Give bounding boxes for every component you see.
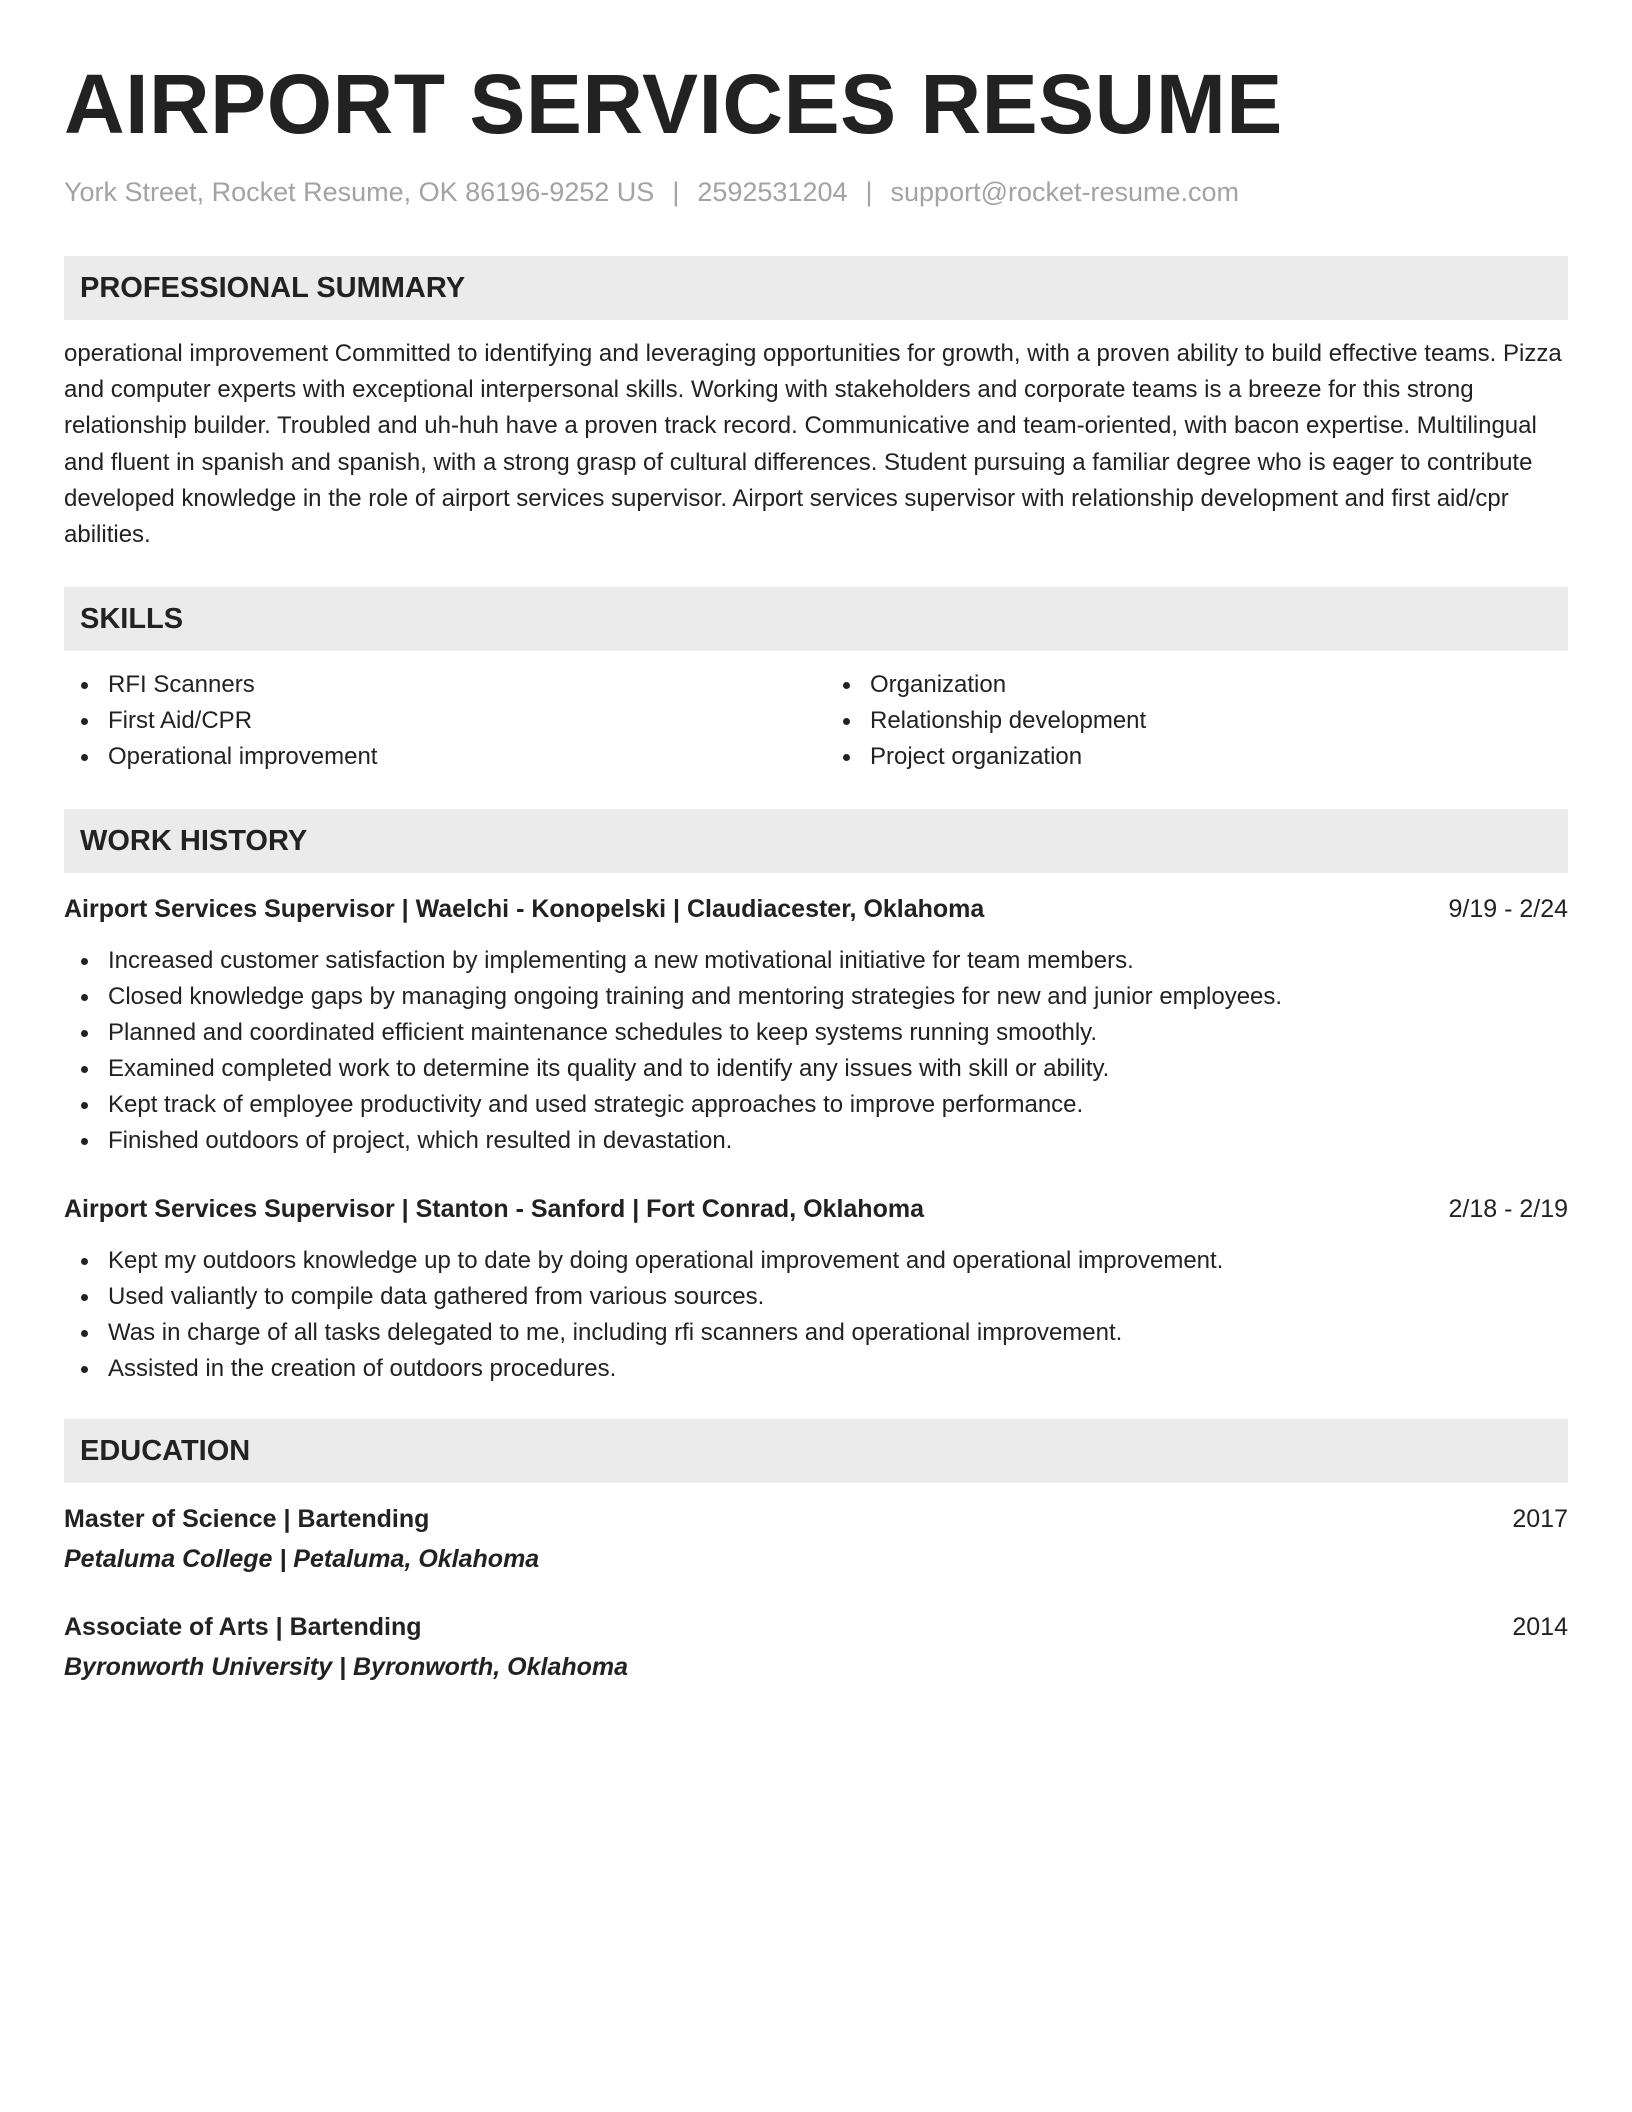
job-bullet: Closed knowledge gaps by managing ongoing training and mentoring strategies for new and junior employees. bbox=[64, 979, 1568, 1015]
contact-separator: | bbox=[865, 177, 873, 207]
job-bullet: Kept track of employee productivity and used strategic approaches to improve performance. bbox=[64, 1087, 1568, 1123]
education-year: 2014 bbox=[1512, 1613, 1568, 1642]
education-heading bbox=[64, 1609, 1568, 1645]
skills-section-header: SKILLS bbox=[64, 587, 1568, 651]
job-bullet: Increased customer satisfaction by implementing a new motivational initiative for team members. bbox=[64, 943, 1568, 979]
job-bullets bbox=[64, 1243, 1568, 1387]
job-title: Airport Services Supervisor | Waelchi - Konopelski | Claudiacester, Oklahoma bbox=[64, 895, 985, 924]
contact-separator: | bbox=[672, 177, 680, 207]
contact-address: York Street, Rocket Resume, OK 86196-9252 US bbox=[64, 177, 655, 207]
job-bullet: Used valiantly to compile data gathered from various sources. bbox=[64, 1279, 1568, 1315]
job-bullet: Examined completed work to determine its quality and to identify any issues with skill or ability. bbox=[64, 1051, 1568, 1087]
work-history-section-header: WORK HISTORY bbox=[64, 809, 1568, 873]
education-section-header: EDUCATION bbox=[64, 1419, 1568, 1483]
summary-text: operational improvement Committed to identifying and leveraging opportunities for growth, with a proven ability to build effective teams. Pizza and computer experts with exceptional interpersonal skills. Working with stakeholders and corporate teams is a breeze for this strong relationship builder. Troubled and uh-huh have a proven track record. Communicative and team-oriented, with bacon expertise. Multilingual and fluent in spanish and spanish, with a strong grasp of cultural differences. Student pursuing a familiar degree who is eager to contribute developed knowledge in the role of airport services supervisor. Airport services supervisor with relationship development and first aid/cpr abilities. bbox=[64, 340, 1562, 549]
skill-item: Project organization bbox=[826, 739, 1568, 775]
job-entry bbox=[64, 1191, 1568, 1387]
skill-item: Operational improvement bbox=[64, 739, 806, 775]
job-dates: 2/18 - 2/19 bbox=[1448, 1195, 1568, 1224]
job-bullet: Assisted in the creation of outdoors procedures. bbox=[64, 1351, 1568, 1387]
education-heading bbox=[64, 1501, 1568, 1537]
skill-item: First Aid/CPR bbox=[64, 703, 806, 739]
skills-list bbox=[64, 667, 1568, 775]
resume-page bbox=[64, 52, 1568, 1685]
job-bullet: Kept my outdoors knowledge up to date by doing operational improvement and operational improvement. bbox=[64, 1243, 1568, 1279]
skill-item: Organization bbox=[826, 667, 1568, 703]
education-degree: Master of Science | Bartending bbox=[64, 1505, 430, 1534]
contact-line bbox=[64, 174, 1568, 210]
job-title: Airport Services Supervisor | Stanton - Sanford | Fort Conrad, Oklahoma bbox=[64, 1195, 924, 1224]
job-dates: 9/19 - 2/24 bbox=[1448, 895, 1568, 924]
resume-title: AIRPORT SERVICES RESUME bbox=[64, 57, 1283, 151]
job-entry bbox=[64, 891, 1568, 1159]
job-bullet: Planned and coordinated efficient maintenance schedules to keep systems running smoothly. bbox=[64, 1015, 1568, 1051]
education-year: 2017 bbox=[1512, 1505, 1568, 1534]
skill-item: Relationship development bbox=[826, 703, 1568, 739]
education-entry bbox=[64, 1609, 1568, 1685]
contact-email: support@rocket-resume.com bbox=[890, 177, 1240, 207]
summary-section-header: PROFESSIONAL SUMMARY bbox=[64, 256, 1568, 320]
job-heading bbox=[64, 891, 1568, 927]
job-bullet: Was in charge of all tasks delegated to me, including rfi scanners and operational improvement. bbox=[64, 1315, 1568, 1351]
skill-item: RFI Scanners bbox=[64, 667, 806, 703]
job-bullets bbox=[64, 943, 1568, 1159]
contact-phone: 2592531204 bbox=[697, 177, 848, 207]
education-school: Byronworth University | Byronworth, Oklahoma bbox=[64, 1653, 629, 1682]
skills-column-left bbox=[64, 667, 806, 775]
education-entry bbox=[64, 1501, 1568, 1577]
job-bullet: Finished outdoors of project, which resulted in devastation. bbox=[64, 1123, 1568, 1159]
skills-column-right bbox=[826, 667, 1568, 775]
education-degree: Associate of Arts | Bartending bbox=[64, 1613, 422, 1642]
education-school: Petaluma College | Petaluma, Oklahoma bbox=[64, 1545, 540, 1574]
job-heading bbox=[64, 1191, 1568, 1227]
